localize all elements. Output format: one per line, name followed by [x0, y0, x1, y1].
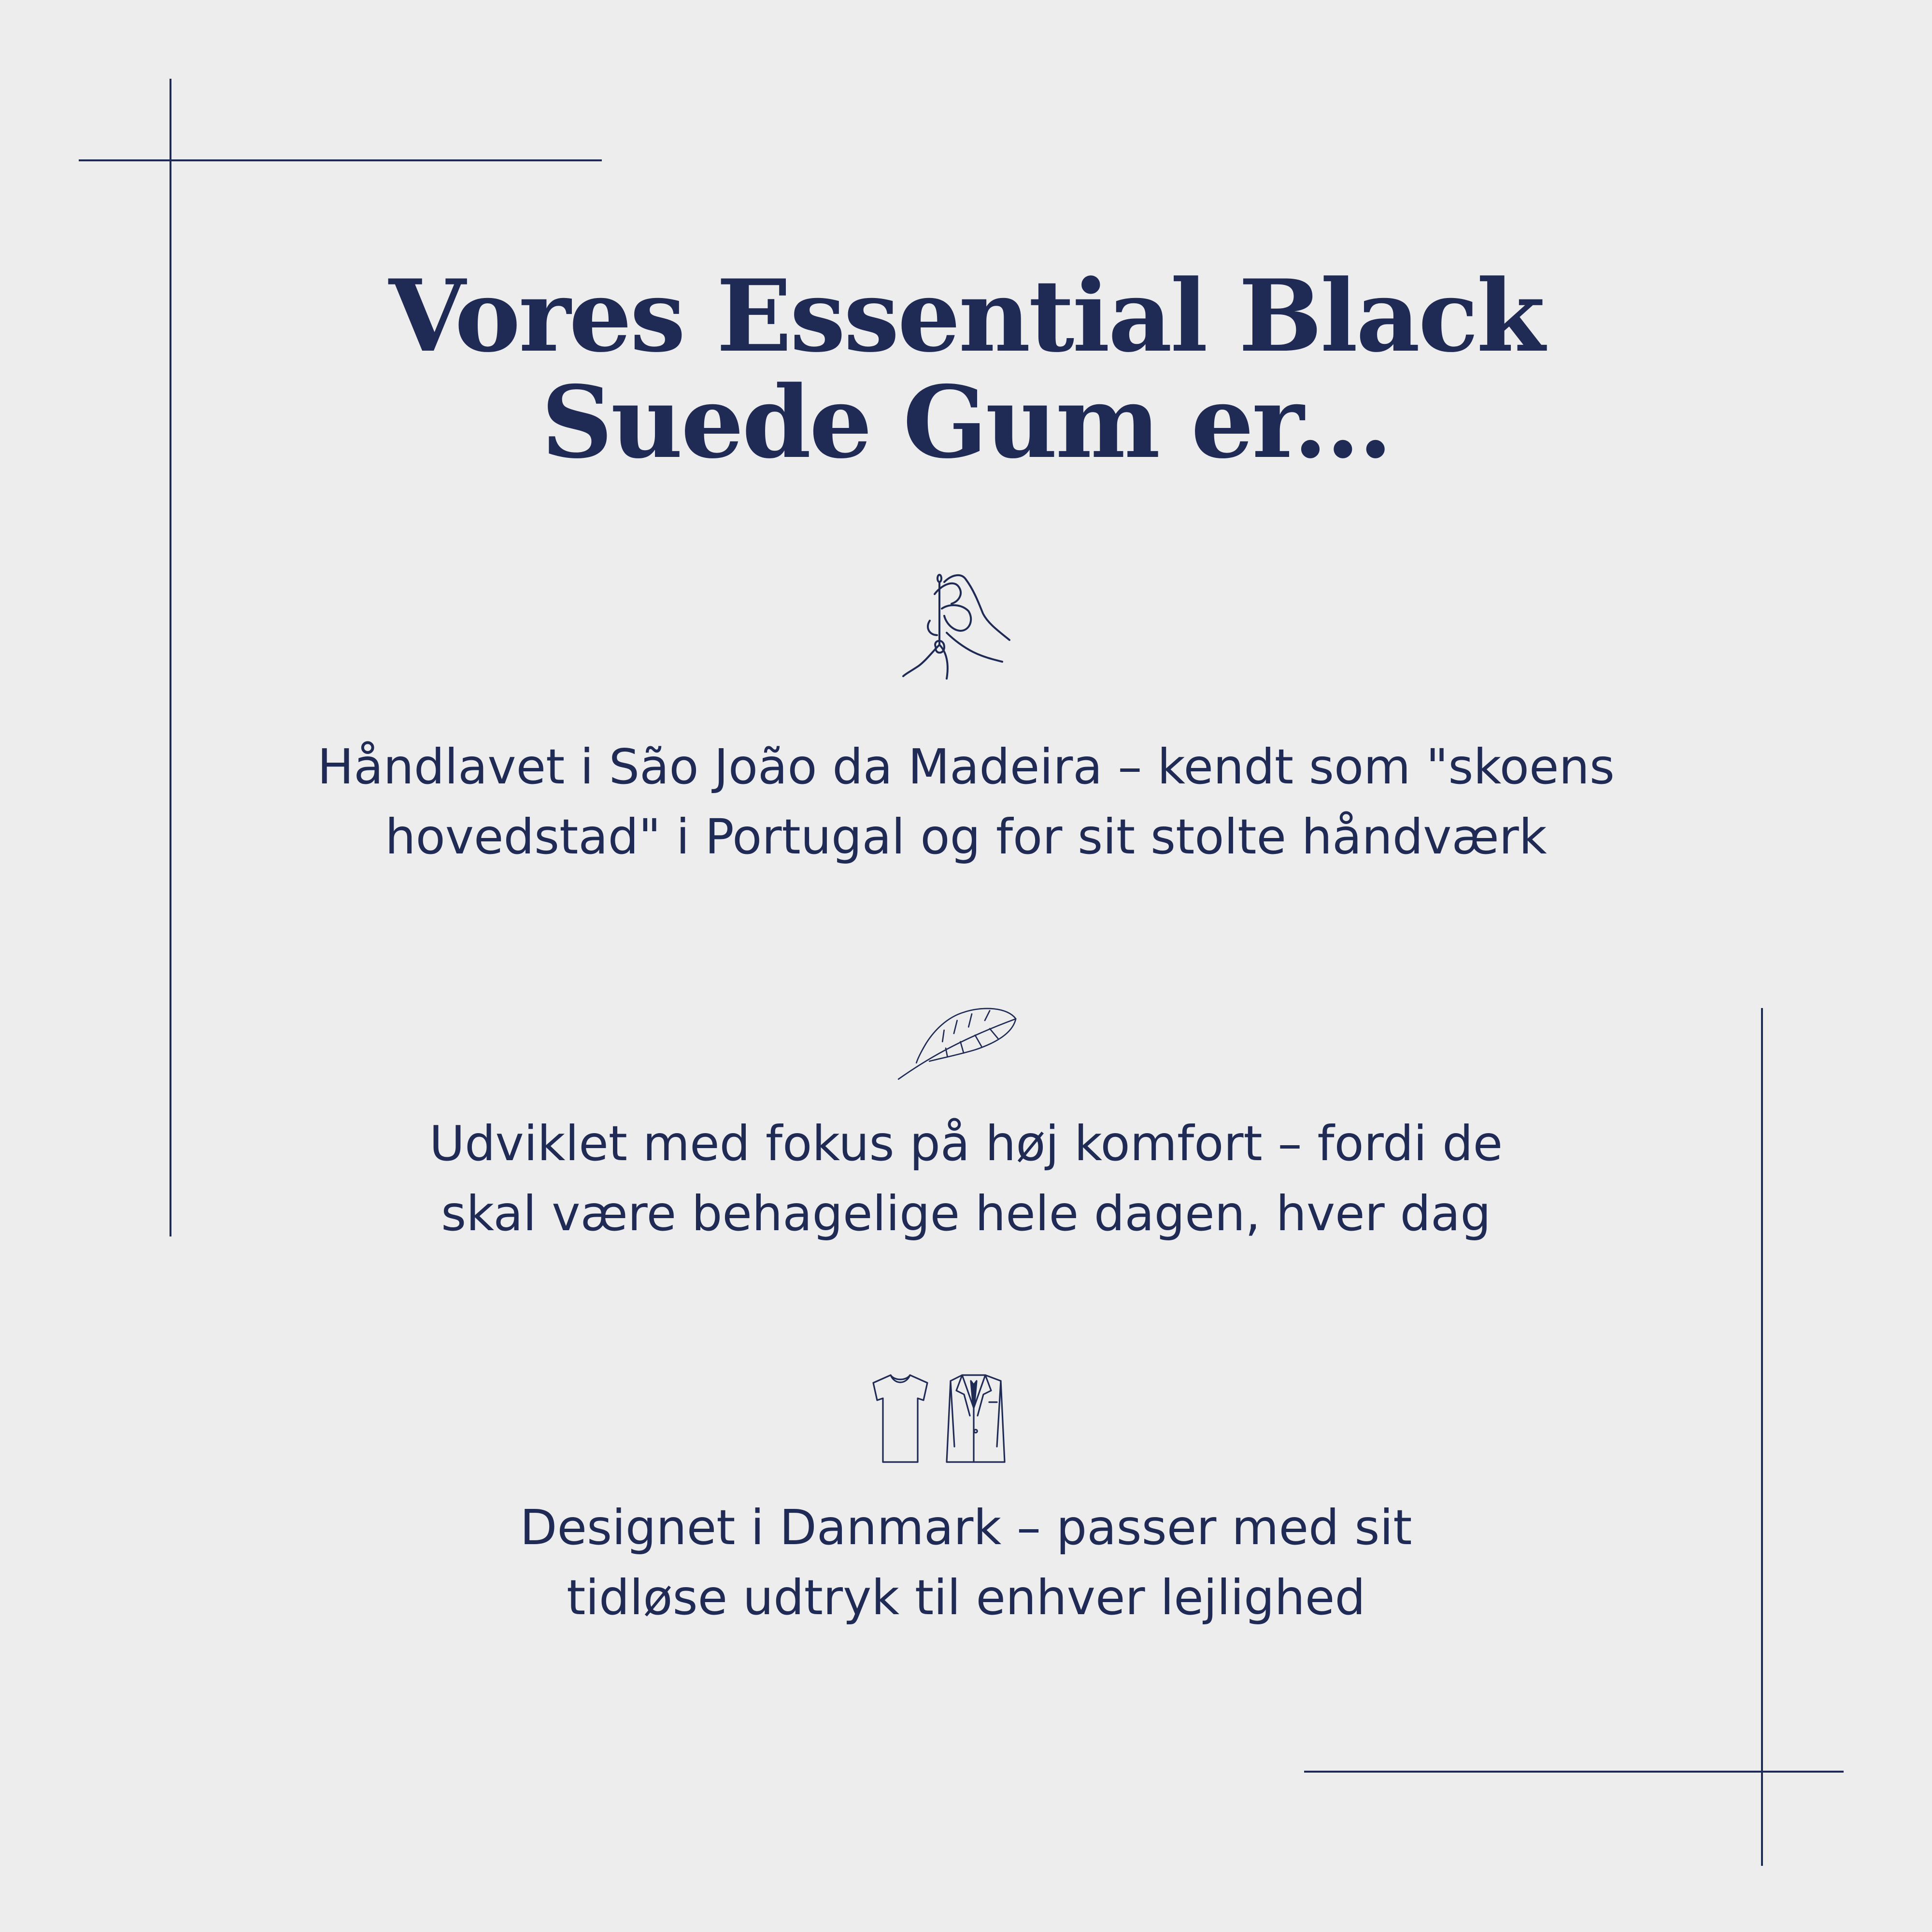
frame-line-top-left-horizontal — [79, 159, 602, 161]
page-title — [0, 258, 1932, 481]
feature-comfort-line-1: Udviklet med fokus på høj komfort – fordi de — [429, 1115, 1503, 1172]
feature-design-line-1: Designet i Danmark – passer med sit — [520, 1499, 1412, 1556]
feature-comfort-text — [0, 1108, 1932, 1249]
feature-handmade-line-2: hovedstad" i Portugal og for sit stolte håndværk — [385, 809, 1547, 865]
feature-design-text — [0, 1492, 1932, 1633]
feature-handmade-text — [0, 732, 1932, 872]
page-title-line-2: Suede Gum er... — [541, 365, 1391, 481]
feather-icon — [894, 1002, 1024, 1084]
feature-handmade-line-1: Håndlavet i São João da Madeira – kendt som "skoens — [317, 739, 1615, 795]
feature-comfort-line-2: skal være behagelige hele dagen, hver dag — [441, 1185, 1491, 1242]
frame-line-top-left-vertical — [170, 79, 171, 1236]
tshirt-and-suit-icon — [869, 1369, 1034, 1466]
page-title-line-1: Vores Essential Black — [388, 258, 1544, 374]
hand-sewing-icon — [898, 568, 1019, 688]
feature-design-line-2: tidløse udtryk til enhver lejlighed — [567, 1569, 1365, 1626]
